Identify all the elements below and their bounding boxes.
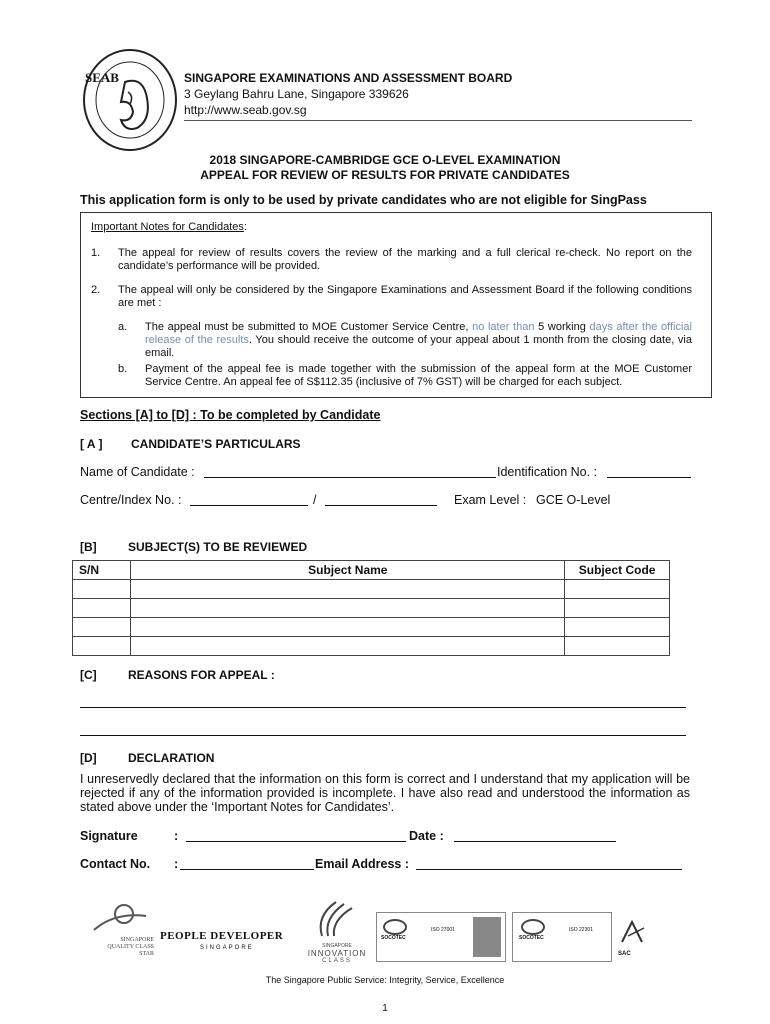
email-label: Email Address : xyxy=(315,857,410,871)
column-header-subject-code: Subject Code xyxy=(565,561,670,580)
section-a-title: CANDIDATE’S PARTICULARS xyxy=(131,437,301,451)
identification-label: Identification No. : xyxy=(497,465,598,479)
header-divider xyxy=(184,120,692,121)
declaration-text: I unreservedly declared that the information on this form is correct and I understand that my application will be rejected if any of the information provided is incomplete. I have also read and understood the information as stated above under the ‘Important Notes for Candidates’. xyxy=(80,772,690,814)
table-row xyxy=(73,618,670,637)
date-field[interactable] xyxy=(454,829,616,842)
section-b-code: [B] xyxy=(80,540,97,554)
reason-line-2[interactable] xyxy=(80,735,686,736)
centre-number-field[interactable] xyxy=(190,493,308,506)
sac-accreditation-logo: SAC xyxy=(618,916,668,960)
reason-line-1[interactable] xyxy=(80,707,686,708)
note-1-text: The appeal for review of results covers the review of the marking and a full clerical re-check. No report on the candidate’s performance will be provided. xyxy=(118,247,692,272)
singapore-quality-class-star-logo: SINGAPORE QUALITY CLASS STAR xyxy=(88,902,154,966)
iso-27001-certification-logo: SOCOTEC ISO 27001 xyxy=(376,912,506,962)
note-2b-label: b. xyxy=(118,363,128,375)
signature-label: Signature xyxy=(80,829,138,843)
header xyxy=(184,70,512,118)
subject-code-cell[interactable] xyxy=(565,599,670,618)
subject-code-cell[interactable] xyxy=(565,580,670,599)
table-header-row xyxy=(73,561,670,580)
section-d-code: [D] xyxy=(80,751,97,765)
email-field[interactable] xyxy=(416,857,682,870)
date-label: Date : xyxy=(409,829,444,843)
column-header-sn: S/N xyxy=(73,561,131,580)
org-address: 3 Geylang Bahru Lane, Singapore 339626 xyxy=(184,87,409,101)
notes-heading: Important Notes for Candidates xyxy=(91,221,244,233)
contact-label: Contact No. xyxy=(80,857,151,871)
section-b-title: SUBJECT(S) TO BE REVIEWED xyxy=(128,540,308,554)
exam-level-label: Exam Level : xyxy=(454,493,527,507)
section-d-title: DECLARATION xyxy=(128,751,215,765)
section-c-title: REASONS FOR APPEAL : xyxy=(128,668,275,682)
people-developer-logo: PEOPLE DEVELOPER SINGAPORE xyxy=(160,930,284,951)
note-2b-text: Payment of the appeal fee is made together with the submission of the appeal form at the MOE Customer Service Centre. An appeal fee of S$112.35 (inclusive of 7% GST) will be charged for each subject. xyxy=(145,363,692,388)
innovation-class-emblem-icon xyxy=(302,898,362,938)
exam-level-value: GCE O-Level xyxy=(536,493,611,507)
note-2-text: The appeal will only be considered by the Singapore Examinations and Assessment Board if the following conditions are met : xyxy=(118,284,692,309)
sn-cell[interactable] xyxy=(73,580,131,599)
table-row xyxy=(73,637,670,656)
socotec-eye-icon xyxy=(383,919,407,935)
signature-colon: : xyxy=(174,829,179,843)
important-notes-box: Important Notes for Candidates: 1. The appeal for review of results covers the review of the marking and a full clerical re-check. No report on the candidate’s performance will be provided. 2. The appeal will only be considered by the Singapore Examinations and Assessment Board if the following conditions are met : a. The appeal must be submitted to MOE Customer Service Centre, no later than 5 working days after the official release of the results. You should receive the outcome of your appeal about 1 month from the closing date, via email. b. Payment of the appeal fee is made together with the submission of the appeal form at the MOE Customer Service Centre. An appeal fee of S$112.35 (inclusive of 7% GST) will be charged for each subject. xyxy=(80,212,712,398)
seab-logo xyxy=(80,42,180,154)
sqc-emblem-icon xyxy=(88,902,154,932)
org-name: SINGAPORE EXAMINATIONS AND ASSESSMENT BOARD xyxy=(184,71,513,85)
form-title-line2: APPEAL FOR REVIEW OF RESULTS FOR PRIVATE CANDIDATES xyxy=(200,168,570,182)
contact-colon: : xyxy=(174,857,179,871)
subject-name-cell[interactable] xyxy=(131,599,565,618)
subjects-table xyxy=(72,560,670,656)
signature-field[interactable] xyxy=(186,829,406,842)
note-1-number: 1. xyxy=(91,247,101,259)
subject-code-cell[interactable] xyxy=(565,637,670,656)
sn-cell[interactable] xyxy=(73,637,131,656)
form-title-line1: 2018 SINGAPORE-CAMBRIDGE GCE O-LEVEL EXAMINATION xyxy=(209,153,561,167)
subject-code-cell[interactable] xyxy=(565,618,670,637)
candidate-name-label: Name of Candidate : xyxy=(80,465,195,479)
table-row xyxy=(73,599,670,618)
socotec-eye-icon xyxy=(521,919,545,935)
org-website: http://www.seab.gov.sg xyxy=(184,103,307,117)
section-c-code: [C] xyxy=(80,668,97,682)
seab-logo-text: SEAB xyxy=(85,70,119,85)
note-2a-label: a. xyxy=(118,321,128,333)
sac-emblem-icon xyxy=(618,916,668,946)
note-2a-text: The appeal must be submitted to MOE Customer Service Centre, no later than 5 working days after the official release of the results. You should receive the outcome of your appeal about 1 month from the closing date, via email. xyxy=(145,321,692,359)
column-header-subject-name: Subject Name xyxy=(131,561,565,580)
candidate-name-field[interactable] xyxy=(204,465,496,478)
index-number-field[interactable] xyxy=(325,493,437,506)
page-number: 1 xyxy=(382,1003,388,1014)
iso-22301-certification-logo: SOCOTEC ISO 22301 xyxy=(512,912,612,962)
sections-heading: Sections [A] to [D] : To be completed by Candidate xyxy=(80,408,381,422)
sn-cell[interactable] xyxy=(73,599,131,618)
section-a-code: [ A ] xyxy=(80,437,103,451)
identification-field[interactable] xyxy=(607,465,691,478)
subject-name-cell[interactable] xyxy=(131,618,565,637)
subject-name-cell[interactable] xyxy=(131,580,565,599)
innovation-class-logo: SINGAPORE INNOVATION CLASS xyxy=(302,898,372,964)
contact-field[interactable] xyxy=(180,857,314,870)
eligibility-notice: This application form is only to be used by private candidates who are not eligible for SingPass xyxy=(80,193,647,207)
note-2-number: 2. xyxy=(91,284,101,296)
table-row xyxy=(73,580,670,599)
certification-mark-icon xyxy=(473,917,501,957)
subject-name-cell[interactable] xyxy=(131,637,565,656)
sn-cell[interactable] xyxy=(73,618,131,637)
centre-index-separator: / xyxy=(313,493,317,507)
public-service-motto: The Singapore Public Service: Integrity, Service, Excellence xyxy=(265,975,505,985)
centre-index-label: Centre/Index No. : xyxy=(80,493,182,507)
